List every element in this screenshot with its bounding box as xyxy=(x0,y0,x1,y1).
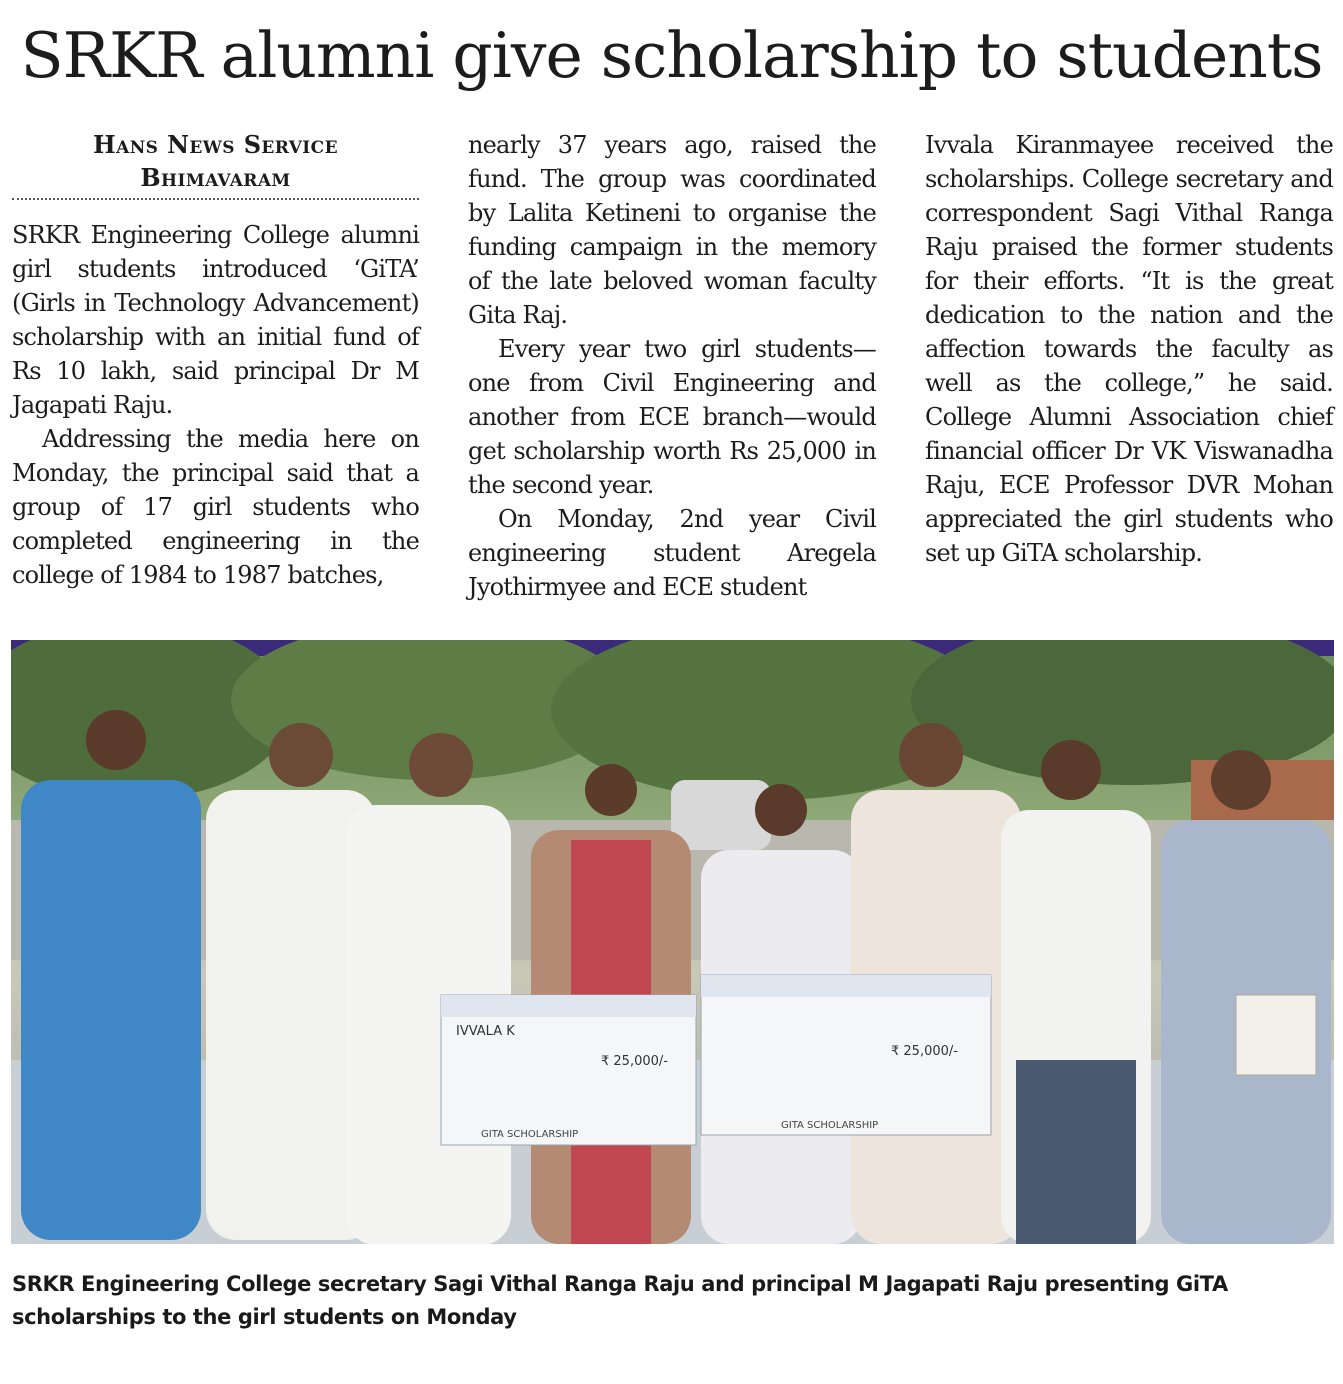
paragraph-continued: Ivvala Kiranmayee received the scholarships. College secretary and correspondent Sagi Vithal Ranga Raju praised the former students for their efforts. “It is the great dedication to the nation and the affection towards the faculty as well as the college,” he said. College Alumni Association chief financial officer Dr VK Viswanadha Raju, ECE Professor DVR Mohan appreciated the girl students who set up GiTA scholarship. xyxy=(925,131,1333,567)
cheque-right-amount: ₹ 25,000/- xyxy=(891,1044,958,1059)
byline xyxy=(12,128,419,200)
paragraph: On Monday, 2nd year Civil engineering student Aregela Jyothirmyee and ECE student xyxy=(468,505,876,601)
paragraph: Addressing the media here on Monday, the principal said that a group of 17 girl students who completed engineering in the college of 1984 to 1987 batches, xyxy=(12,425,419,589)
byline-location: Bhimavaram xyxy=(140,163,291,192)
byline-agency: Hans News Service xyxy=(93,130,338,159)
article-column-3 xyxy=(925,128,1333,608)
headline: SRKR alumni give scholarship to students xyxy=(20,19,1323,92)
photo-caption: SRKR Engineering College secretary Sagi Vithal Ranga Raju and principal M Jagapati Raju presenting GiTA scholarships to the girl students on Monday xyxy=(12,1272,1228,1329)
cheque-left-payee: IVVALA K xyxy=(456,1024,515,1039)
photo-illustration xyxy=(11,640,1334,1244)
news-photo xyxy=(11,640,1334,1244)
paragraph: Every year two girl students—one from Civil Engineering and another from ECE branch—would get scholarship worth Rs 25,000 in the second year. xyxy=(468,335,876,499)
paragraph: SRKR Engineering College alumni girl students introduced ‘GiTA’ (Girls in Technology Advancement) scholarship with an initial fund of Rs 10 lakh, said principal Dr M Jagapati Raju. xyxy=(12,221,419,419)
person-3 xyxy=(346,733,511,1244)
person-1 xyxy=(21,710,201,1240)
cheque-left-amount: ₹ 25,000/- xyxy=(601,1054,668,1069)
article-column-2 xyxy=(468,128,876,608)
person-7 xyxy=(1001,740,1151,1244)
article-column-1 xyxy=(12,128,419,608)
cheque-right-label: GITA SCHOLARSHIP xyxy=(781,1120,879,1131)
paragraph-continued: nearly 37 years ago, raised the fund. The group was coordinated by Lalita Ketineni to organise the funding campaign in the memory of the late beloved woman faculty Gita Raj. xyxy=(468,131,876,329)
cheque-left xyxy=(441,995,696,1145)
cheque-left-label: GITA SCHOLARSHIP xyxy=(481,1129,579,1140)
cheque-right xyxy=(701,975,991,1135)
certificate xyxy=(1236,995,1316,1075)
